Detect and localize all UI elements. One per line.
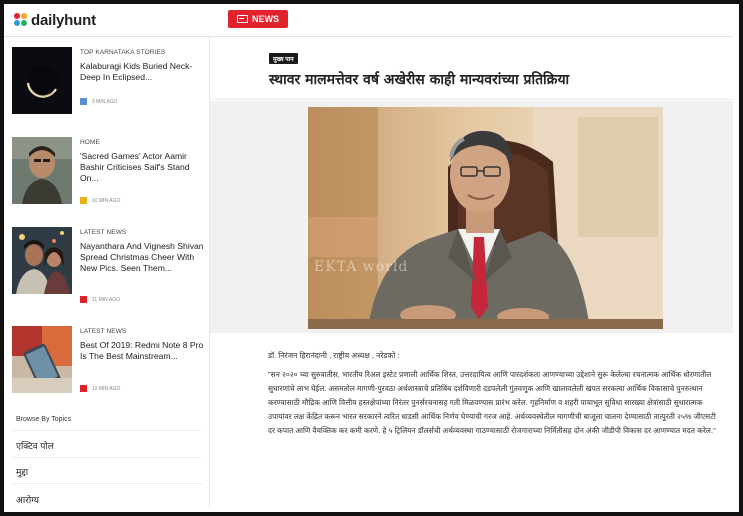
- newspaper-icon: [237, 15, 248, 23]
- article-panel: [210, 37, 733, 508]
- logo-text: dailyhunt: [31, 11, 96, 29]
- source-icon: [80, 385, 87, 392]
- story-title[interactable]: Kalaburagi Kids Buried Neck-Deep In Eclipsed...: [80, 61, 193, 82]
- story-time: 12 MIN AGO: [92, 385, 121, 392]
- story-time: 10 MIN AGO: [92, 197, 121, 204]
- story-meta: [80, 385, 120, 392]
- source-icon: [80, 197, 87, 204]
- story-thumbnail[interactable]: [12, 137, 72, 204]
- sidebar-story-3[interactable]: [12, 221, 207, 311]
- story-category: LATEST NEWS: [80, 229, 127, 236]
- story-time: 11 MIN AGO: [92, 296, 120, 303]
- article-body: "सन २०२० च्या सुरुवातीस, भारतीय रिअल इस्टेट प्रणाली आर्थिक शिस्त, उत्तरदायित्व आणि पारदर्शकता आणण्याच्या उद्देशाने सुरू केलेल्या रचनात्मक आर्थिक धोरणातील सुधारणांचे लाभ घेईल. असमतोल मागणी-पुरवठा अर्थशास्त्राचे प्रतिबिंब दर्शविणारी दडपलेली गुंतवणूक आणि खालावलेली खपत सरकत्या आर्थिक विकासाचे पुनरुत्थान करण्यासाठी मौद्रिक आणि वित्तीय हस्तक्षेपांच्या निरंतर पुनर्सरचनासह गती मिळवण्यास प्रारंभ करेल. गृहनिर्माण व शहरी पायाभूत सुविधा सारख्या क्षेत्रांसाठी सुधारात्मक उपायांवर लक्ष केंद्रित करून भारत सरकारने त्वरित धाडसी आर्थिक निर्णय घेण्याची गरज आहे. अर्थव्यवस्थेतील मागणीची बाजूला चालना देण्यासाठी तात्पुरती २५% जीएसटी दर कपात आणि वैयक्तिक कर कमी करणे. हे ५ ट्रिलियन डॉलर्सची अर्थव्यवस्था गाठण्यासाठी रोजगाराच्या निर्मितीसह दोन अंकी जीडीपी विकास दर आणण्यात मदत करेल.": [268, 370, 716, 435]
- divider: [12, 483, 202, 484]
- logo-mark-icon: [14, 13, 28, 27]
- topic-link[interactable]: मुद्दा: [16, 467, 29, 477]
- sidebar-story-2[interactable]: [12, 131, 207, 221]
- story-meta: [80, 296, 120, 303]
- article-title: स्थावर मालमत्तेवर वर्ष अखेरीस काही मान्यवरांच्या प्रतिक्रिया: [269, 72, 570, 88]
- sidebar-story-1[interactable]: [12, 41, 207, 131]
- story-category: TOP KARNATAKA STORIES: [80, 49, 166, 56]
- story-meta: [80, 98, 118, 105]
- dailyhunt-logo[interactable]: [14, 11, 96, 29]
- source-icon: [80, 296, 87, 303]
- story-thumbnail[interactable]: [12, 47, 72, 114]
- story-time: 9 MIN AGO: [92, 98, 118, 105]
- article-byline: डॉ. निरंजन हिरानंदानी , राष्ट्रीय अध्यक्ष , नरेडको :: [268, 351, 400, 360]
- news-button[interactable]: [228, 10, 288, 28]
- category-tag[interactable]: मुख्य पान: [269, 53, 298, 64]
- source-icon: [80, 98, 87, 105]
- article-photo: [308, 107, 663, 329]
- story-meta: [80, 197, 120, 204]
- sidebar: [4, 37, 210, 508]
- story-title[interactable]: 'Sacred Games' Actor Aamir Bashir Criticises Saif's Stand On...: [80, 151, 190, 183]
- story-thumbnail[interactable]: [12, 326, 72, 393]
- story-category: HOME: [80, 139, 100, 146]
- story-thumbnail[interactable]: [12, 227, 72, 294]
- story-title[interactable]: Best Of 2019: Redmi Note 8 Pro Is The Best Mainstream...: [80, 340, 204, 361]
- sidebar-story-4[interactable]: [12, 320, 207, 410]
- story-category: LATEST NEWS: [80, 328, 127, 335]
- top-header: [4, 4, 733, 37]
- divider: [12, 457, 202, 458]
- story-title[interactable]: Nayanthara And Vignesh Shivan Spread Christmas Cheer With New Pics. Seen Them...: [80, 241, 204, 273]
- photo-watermark: EKTA world: [314, 259, 409, 275]
- topic-link[interactable]: एक्टिव पोल: [16, 441, 54, 451]
- topic-link[interactable]: आरोग्य: [16, 495, 39, 505]
- divider: [210, 99, 733, 100]
- news-button-label: NEWS: [252, 14, 279, 24]
- browse-topics-heading: Browse By Topics: [16, 416, 72, 423]
- divider: [12, 430, 202, 431]
